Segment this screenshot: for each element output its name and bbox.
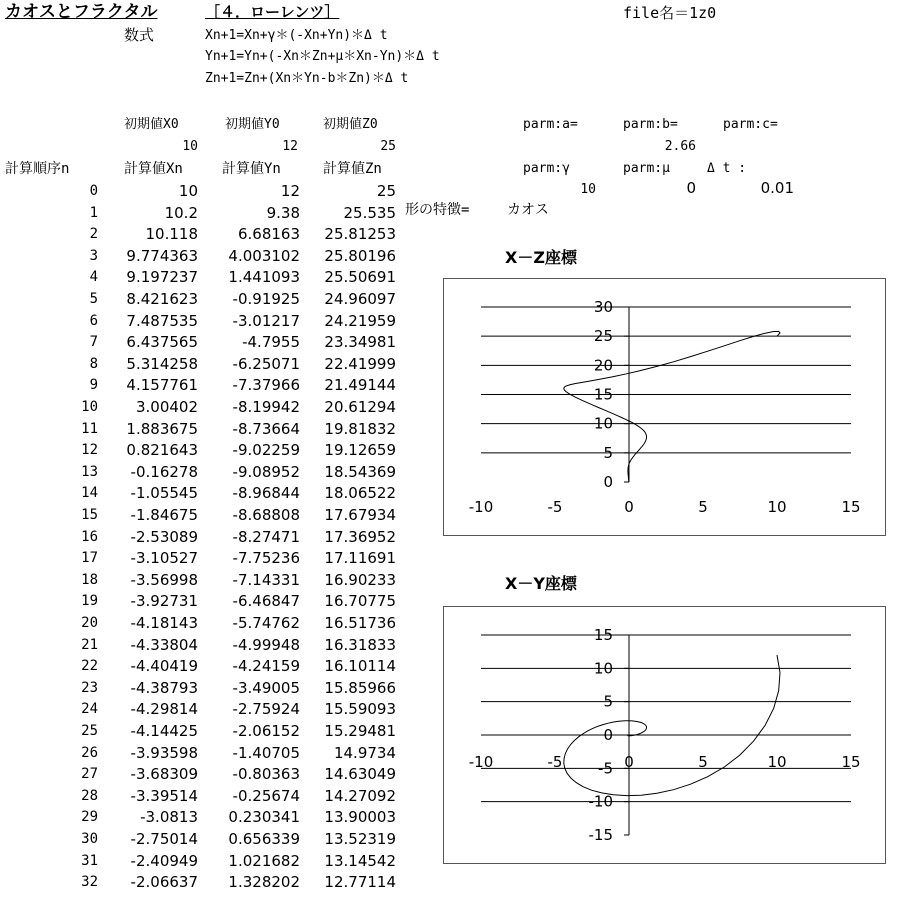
cell-yn: -3.49005 [232,678,300,697]
param-b-label: parm:b= [623,117,678,132]
cell-yn: 9.38 [266,203,300,222]
cell-yn: -6.46847 [232,592,300,611]
cell-zn: 25 [376,182,396,200]
cell-zn: 25.535 [343,203,396,222]
cell-zn: 16.31833 [324,635,396,654]
cell-n: 4 [89,269,98,286]
cell-xn: -3.10527 [130,549,198,568]
file-name: file名＝1z0 [623,4,717,22]
cell-zn: 14.9734 [333,743,396,762]
header-xn: 計算値Xn [124,161,183,177]
feature-label: 形の特徴= [405,202,470,218]
cell-yn: -8.19942 [232,398,300,416]
table-row [0,871,410,893]
x-tick-label: 5 [698,498,708,516]
x-tick-label: -5 [547,498,563,516]
y-tick-label: 5 [603,443,613,462]
cell-yn: -9.02259 [232,441,300,460]
cell-xn: -3.39514 [130,786,198,805]
cell-yn: -4.7955 [242,333,300,352]
data-table [0,0,410,900]
cell-yn: 0.230341 [228,808,300,827]
cell-xn: -2.75014 [130,830,198,848]
cell-yn: 1.328202 [228,873,300,892]
table-row [0,223,410,245]
cell-yn: -6.25071 [232,354,300,373]
cell-n: 14 [81,485,98,502]
cell-n: 7 [89,334,98,351]
y-tick-label: 15 [593,626,613,644]
cell-n: 27 [81,766,98,783]
y-tick-label: -5 [598,759,613,778]
param-dt-value: 0.01 [760,179,794,197]
table-row [0,180,410,202]
cell-xn: 10.2 [164,203,198,222]
cell-n: 3 [89,247,98,264]
initial-y-value: 12 [282,139,298,154]
table-row [0,482,410,504]
x-tick-label: 5 [698,753,708,771]
table-row [0,310,410,332]
table-row [0,612,410,634]
cell-zn: 25.80196 [324,246,396,265]
cell-zn: 19.12659 [324,441,396,460]
cell-zn: 17.36952 [324,527,396,546]
xz-chart-title: X－Z座標 [505,248,577,267]
cell-yn: 1.021682 [228,851,300,870]
cell-zn: 15.59093 [324,700,396,719]
cell-n: 31 [81,852,98,869]
app-title: カオスとフラクタル [5,2,158,22]
param-a-label: parm:a= [523,117,578,132]
cell-zn: 17.11691 [324,549,396,568]
y-tick-label: 0 [603,726,613,744]
cell-n: 29 [81,809,98,826]
table-row [0,504,410,526]
cell-n: 18 [81,571,98,588]
y-tick-label: 15 [593,385,613,404]
cell-zn: 16.10114 [324,657,396,676]
cell-zn: 24.96097 [324,290,396,308]
xy-chart-title: X－Y座標 [505,574,577,593]
formula-y: Yn+1=Yn+(-Xn＊Zn+μ＊Xn-Yn)＊Δ t [205,49,440,64]
param-mu-label: parm:μ [623,161,670,176]
table-row [0,677,410,699]
cell-n: 5 [89,291,98,307]
cell-zn: 13.52319 [324,830,396,848]
formula-label: 数式 [124,26,155,44]
cell-xn: 0.821643 [126,441,198,460]
cell-zn: 14.63049 [324,765,396,784]
xy-chart-svg [444,607,885,863]
cell-xn: -4.29814 [130,700,198,719]
cell-yn: -1.40705 [232,743,300,762]
param-c-label: parm:c= [723,117,778,132]
table-row [0,590,410,612]
cell-xn: -4.38793 [130,678,198,697]
xz-chart [443,278,886,536]
y-tick-label: -10 [588,792,613,811]
x-tick-label: 10 [767,498,787,516]
cell-zn: 22.41999 [324,354,396,373]
cell-yn: 1.441093 [228,268,300,287]
table-row [0,374,410,396]
table-row [0,331,410,353]
y-tick-label: 10 [593,659,613,678]
table-row [0,439,410,461]
table-row [0,245,410,267]
cell-zn: 18.54369 [324,462,396,481]
cell-n: 21 [81,636,98,653]
table-row [0,785,410,807]
table-row [0,526,410,548]
cell-xn: 4.157761 [126,376,198,395]
cell-xn: -3.56998 [130,570,198,589]
header-n: 計算順序n [5,161,70,177]
cell-yn: 6.68163 [237,225,300,244]
cell-yn: -8.96844 [232,484,300,503]
cell-zn: 24.21959 [324,311,396,330]
cell-xn: -4.18143 [130,614,198,632]
cell-yn: -5.74762 [232,614,300,632]
cell-xn: -1.05545 [130,484,198,503]
cell-xn: -2.53089 [130,527,198,546]
table-row [0,634,410,656]
trajectory-line [564,331,780,482]
cell-xn: 6.437565 [126,333,198,352]
cell-zn: 13.90003 [324,808,396,827]
y-tick-label: 5 [603,692,613,711]
table-row [0,720,410,742]
param-b-value: 2.66 [664,139,696,154]
cell-zn: 17.67934 [324,506,396,524]
cell-zn: 21.49144 [324,376,396,395]
initial-y-label: 初期値Y0 [225,117,280,132]
cell-xn: -4.40419 [130,657,198,676]
cell-n: 23 [81,679,98,696]
table-row [0,655,410,677]
cell-xn: -4.14425 [130,722,198,740]
cell-n: 17 [81,550,98,567]
cell-yn: -4.99948 [232,635,300,654]
cell-xn: 5.314258 [126,354,198,373]
cell-xn: -3.0813 [140,808,198,827]
table-row [0,698,410,720]
cell-zn: 19.81832 [324,419,396,438]
y-tick-label: 0 [603,473,613,491]
cell-zn: 18.06522 [324,484,396,503]
cell-n: 15 [81,507,98,523]
cell-n: 19 [81,593,98,610]
initial-z-label: 初期値Z0 [323,117,378,132]
table-row [0,828,410,850]
cell-zn: 16.70775 [324,592,396,611]
cell-zn: 12.77114 [324,873,396,892]
x-tick-label: -10 [468,753,494,771]
cell-yn: -8.27471 [232,527,300,546]
initial-x-value: 10 [182,139,198,154]
param-dt-label: Δ t : [707,161,747,176]
cell-zn: 25.81253 [324,225,396,244]
cell-n: 30 [81,831,98,847]
table-row [0,806,410,828]
cell-n: 32 [81,874,98,891]
cell-yn: -8.68808 [232,506,300,524]
table-row [0,742,410,764]
y-tick-label: 10 [593,414,613,433]
y-tick-label: 20 [593,356,613,375]
table-row [0,763,410,785]
cell-n: 1 [89,204,98,221]
cell-n: 26 [81,744,98,761]
cell-xn: 9.774363 [126,246,198,265]
cell-xn: -3.68309 [130,765,198,784]
param-gamma-label: parm:γ [523,161,570,176]
cell-yn: -4.24159 [232,657,300,676]
param-gamma-value: 10 [580,182,596,197]
table-row [0,461,410,483]
feature-value: カオス [507,202,549,218]
formula-z: Zn+1=Zn+(Xn＊Yn-b＊Zn)＊Δ t [205,71,409,86]
cell-xn: 9.197237 [126,268,198,287]
cell-yn: 0.656339 [228,830,300,848]
cell-xn: -3.92731 [130,592,198,611]
table-row [0,353,410,375]
cell-xn: 8.421623 [126,290,198,308]
cell-xn: 1.883675 [126,419,198,438]
cell-zn: 16.51736 [324,614,396,632]
initial-x-label: 初期値X0 [124,117,179,132]
cell-yn: -8.73664 [232,419,300,438]
cell-n: 6 [89,312,98,329]
cell-n: 25 [81,723,98,739]
cell-n: 2 [89,226,98,243]
x-tick-label: 0 [624,498,634,516]
y-tick-label: -15 [588,826,613,844]
cell-zn: 23.34981 [324,333,396,352]
cell-zn: 15.29481 [324,722,396,740]
x-tick-label: 10 [767,753,787,771]
cell-n: 12 [81,442,98,459]
table-row [0,418,410,440]
cell-n: 11 [81,420,98,437]
param-mu-value: 0 [686,179,696,197]
cell-yn: -7.37966 [232,376,300,395]
cell-n: 8 [89,355,98,372]
cell-n: 28 [81,787,98,804]
header-zn: 計算値Zn [323,161,382,177]
cell-zn: 20.61294 [324,398,396,416]
x-tick-label: 0 [624,753,634,771]
cell-xn: 7.487535 [126,311,198,330]
section-title: ［４．ローレンツ］ [205,3,340,21]
cell-zn: 13.14542 [324,851,396,870]
cell-zn: 15.85966 [324,678,396,697]
x-tick-label: 15 [841,498,861,516]
table-row [0,569,410,591]
cell-xn: -2.06637 [130,873,198,892]
cell-zn: 16.90233 [324,570,396,589]
cell-yn: -3.01217 [232,311,300,330]
table-row [0,547,410,569]
cell-n: 16 [81,528,98,545]
cell-yn: 12 [280,182,300,200]
cell-xn: 10 [178,182,198,200]
x-tick-label: -5 [547,753,563,771]
table-row [0,396,410,418]
cell-n: 20 [81,615,98,631]
cell-yn: -7.75236 [232,549,300,568]
cell-xn: -2.40949 [130,851,198,870]
cell-xn: 10.118 [145,225,198,244]
cell-yn: -7.14331 [232,570,300,589]
cell-n: 9 [89,377,98,394]
cell-zn: 14.27092 [324,786,396,805]
cell-yn: -9.08952 [232,462,300,481]
cell-xn: -1.84675 [130,506,198,524]
table-row [0,288,410,310]
table-row [0,850,410,872]
cell-yn: -2.06152 [232,722,300,740]
table-row [0,202,410,224]
cell-yn: -0.80363 [232,765,300,784]
table-row [0,266,410,288]
y-tick-label: 25 [593,327,613,346]
y-tick-label: 30 [593,298,613,316]
cell-xn: -4.33804 [130,635,198,654]
cell-n: 24 [81,701,98,718]
cell-yn: -2.75924 [232,700,300,719]
cell-xn: -3.93598 [130,743,198,762]
xy-chart [443,606,886,864]
cell-n: 10 [81,399,98,415]
cell-xn: -0.16278 [130,462,198,481]
header-yn: 計算値Yn [222,161,281,177]
cell-n: 22 [81,658,98,675]
cell-xn: 3.00402 [135,398,198,416]
formula-x: Xn+1=Xn+γ＊(-Xn+Yn)＊Δ t [205,28,388,43]
cell-zn: 25.50691 [324,268,396,287]
xz-chart-svg [444,279,885,535]
cell-n: 13 [81,463,98,480]
initial-z-value: 25 [380,139,396,154]
x-tick-label: -10 [468,498,494,516]
cell-yn: 4.003102 [228,246,300,265]
x-tick-label: 15 [841,753,861,771]
cell-yn: -0.25674 [232,786,300,805]
cell-yn: -0.91925 [232,290,300,308]
cell-n: 0 [89,183,98,199]
